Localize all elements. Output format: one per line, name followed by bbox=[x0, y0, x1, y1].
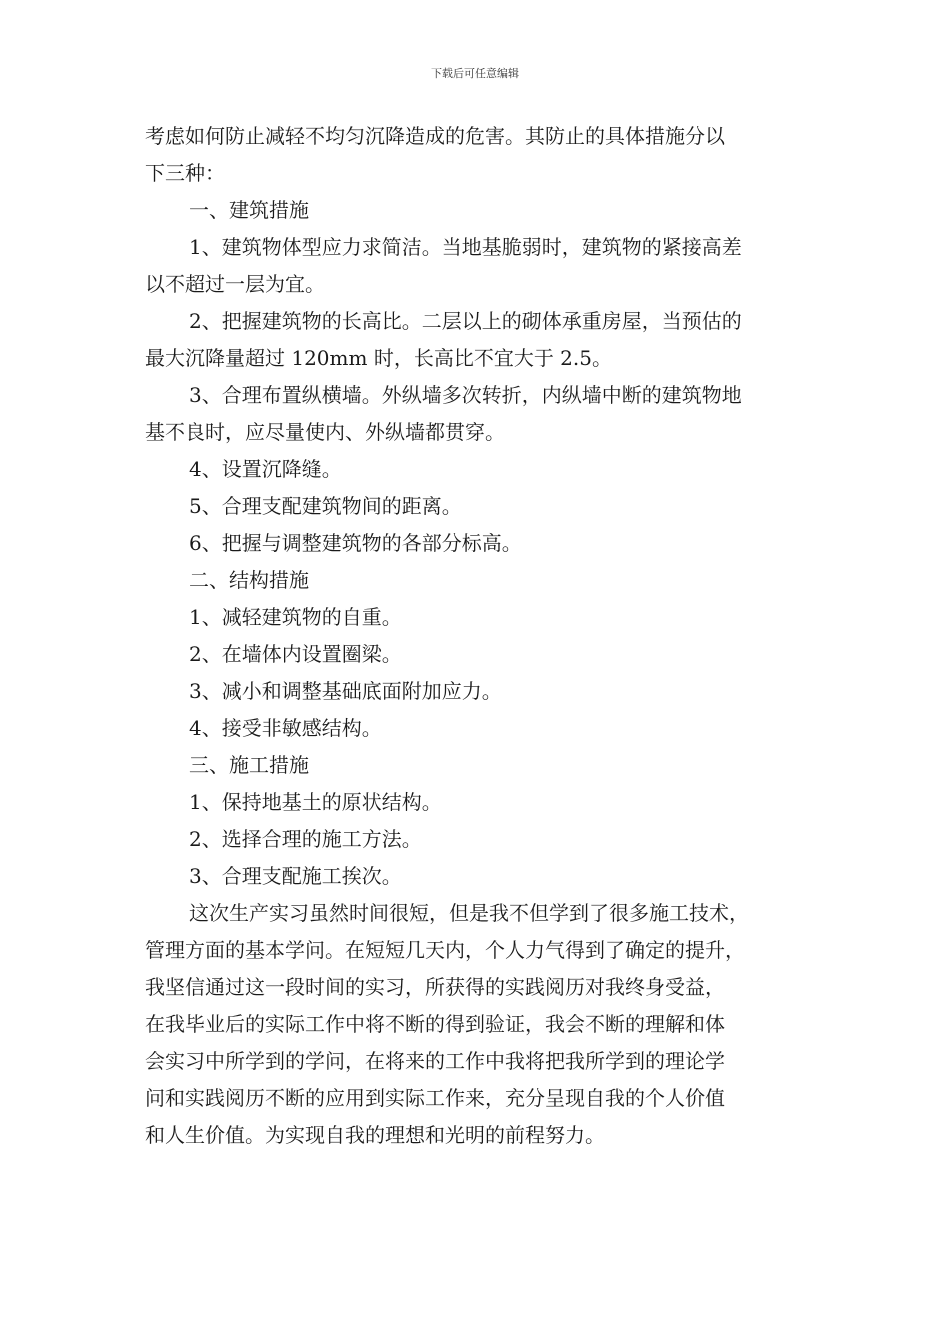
text-line: 2、选择合理的施工方法。 bbox=[189, 827, 422, 851]
page-header: 下载后可任意编辑 bbox=[431, 67, 519, 80]
text-line: 以不超过一层为宜。 bbox=[145, 272, 325, 296]
text-line: 3、合理布置纵横墙。外纵墙多次转折，内纵墙中断的建筑物地 bbox=[189, 383, 742, 407]
text-line: 1、保持地基土的原状结构。 bbox=[189, 790, 442, 814]
text-line: 1、减轻建筑物的自重。 bbox=[189, 605, 402, 629]
text-line: 6、把握与调整建筑物的各部分标高。 bbox=[189, 531, 522, 555]
text-line: 管理方面的基本学问。在短短几天内，个人力气得到了确定的提升， bbox=[145, 938, 745, 962]
text-line: 3、合理支配施工挨次。 bbox=[189, 864, 402, 888]
text-line: 和人生价值。为实现自我的理想和光明的前程努力。 bbox=[145, 1123, 605, 1147]
text-line: 2、把握建筑物的长高比。二层以上的砌体承重房屋，当预估的 bbox=[189, 309, 742, 333]
text-line: 这次生产实习虽然时间很短，但是我不但学到了很多施工技术， bbox=[189, 901, 749, 925]
text-line: 4、设置沉降缝。 bbox=[189, 457, 342, 481]
text-line: 问和实践阅历不断的应用到实际工作来，充分呈现自我的个人价值 bbox=[145, 1086, 725, 1110]
document-body bbox=[145, 118, 810, 1154]
text-line: 2、在墙体内设置圈梁。 bbox=[189, 642, 402, 666]
text-line: 我坚信通过这一段时间的实习，所获得的实践阅历对我终身受益， bbox=[145, 975, 725, 999]
text-line: 会实习中所学到的学问，在将来的工作中我将把我所学到的理论学 bbox=[145, 1049, 725, 1073]
text-line: 二、结构措施 bbox=[189, 568, 309, 592]
text-line: 考虑如何防止减轻不均匀沉降造成的危害。其防止的具体措施分以 bbox=[145, 124, 725, 148]
text-line: 下三种： bbox=[145, 161, 225, 185]
text-line: 一、建筑措施 bbox=[189, 198, 309, 222]
text-line: 3、减小和调整基础底面附加应力。 bbox=[189, 679, 502, 703]
text-line: 1、建筑物体型应力求简洁。当地基脆弱时，建筑物的紧接高差 bbox=[189, 235, 742, 259]
text-line: 基不良时，应尽量使内、外纵墙都贯穿。 bbox=[145, 420, 505, 444]
text-line: 三、施工措施 bbox=[189, 753, 309, 777]
text-line: 最大沉降量超过 120mm 时，长高比不宜大于 2.5。 bbox=[145, 346, 612, 370]
text-line: 4、接受非敏感结构。 bbox=[189, 716, 382, 740]
text-line: 在我毕业后的实际工作中将不断的得到验证，我会不断的理解和体 bbox=[145, 1012, 725, 1036]
text-line: 5、合理支配建筑物间的距离。 bbox=[189, 494, 462, 518]
